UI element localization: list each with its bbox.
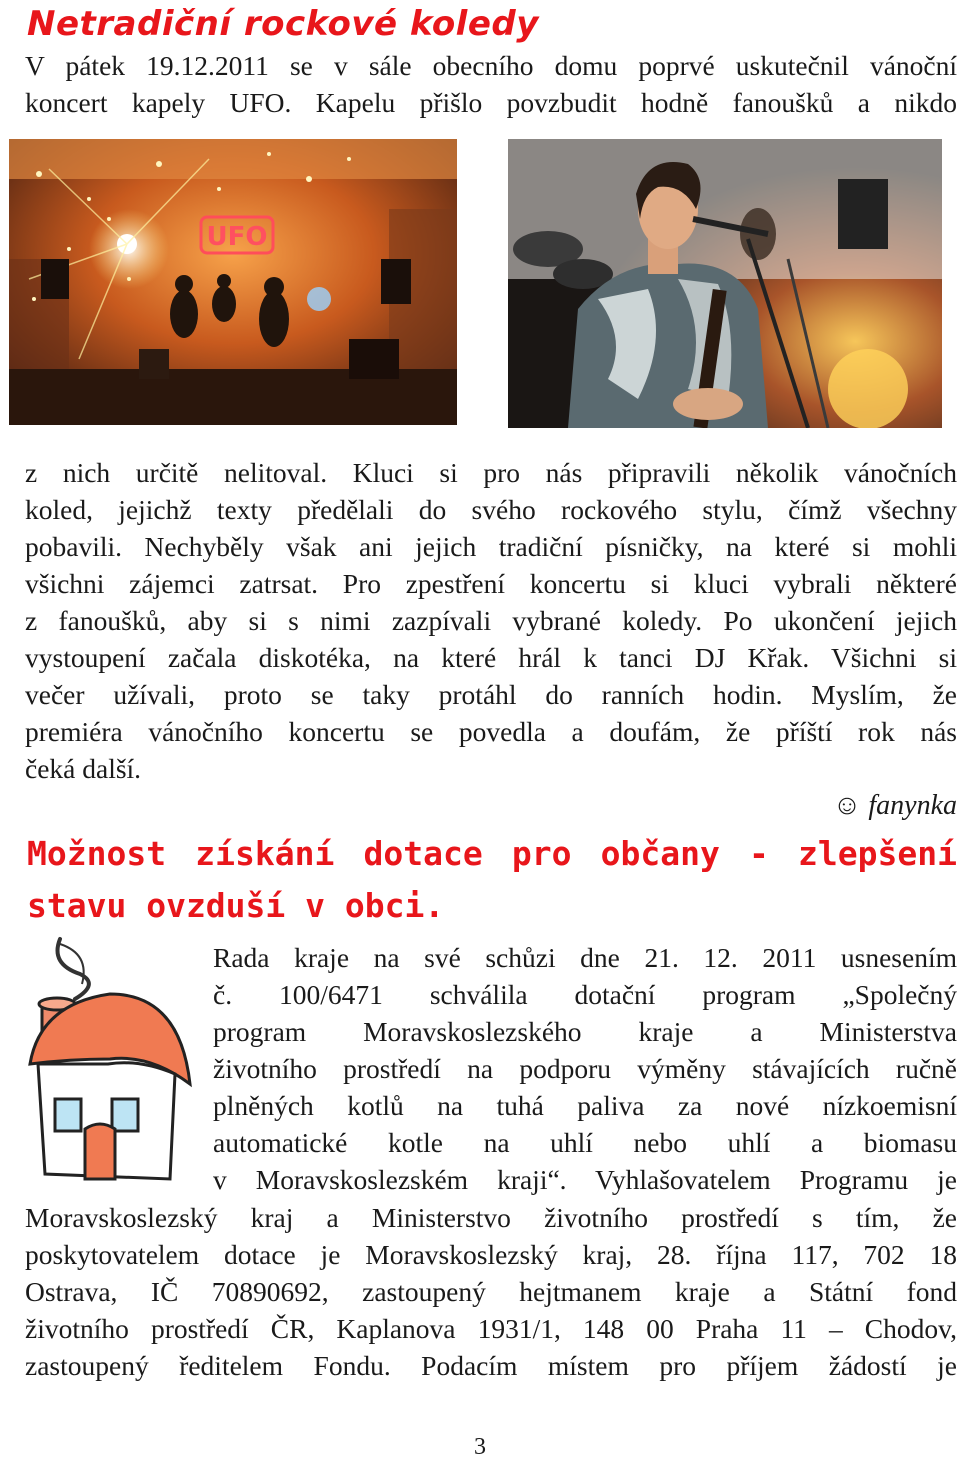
text-line: životního prostředí ČR, Kaplanova 1931/1, 148 00 Praha 11 – Chodov, <box>25 1313 957 1344</box>
text-line: zastoupený ředitelem Fondu. Podacím místem pro příjem žádostí je <box>25 1350 957 1381</box>
text-line: z nich určitě nelitoval. Kluci si pro nás připravili několik vánočních <box>25 457 957 488</box>
text-line: automatické kotle na uhlí nebo uhlí a biomasu <box>213 1127 957 1158</box>
concert-article-body <box>25 454 957 787</box>
ufo-sign-text: UFO <box>206 222 268 252</box>
text-line: pobavili. Nechyběly však ani jejich tradiční písničky, na které si mohli <box>25 531 957 562</box>
smiley-icon: ☺ <box>832 790 862 821</box>
dotace-body-paragraph <box>25 1199 957 1384</box>
dotace-side-paragraph <box>213 939 957 1198</box>
text-line: koncert kapely UFO. Kapelu přišlo povzbudit hodně fanoušků a nikdo <box>25 87 957 118</box>
text-line: V pátek 19.12.2011 se v sále obecního domu poprvé uskutečnil vánoční <box>25 50 957 81</box>
text-line: Ostrava, IČ 70890692, zastoupený hejtmanem kraje a Státní fond <box>25 1276 957 1307</box>
title-line: stavu ovzduší v obci. <box>27 886 445 925</box>
article-title-koledy: Netradiční rockové koledy <box>27 4 539 44</box>
text-line: večer užívali, proto se taky protáhl do ranních hodin. Myslím, že <box>25 679 957 710</box>
concert-stage-photo <box>9 139 457 425</box>
text-line: plněných kotlů na tuhá paliva za nové nízkoemisní <box>213 1090 957 1121</box>
text-line: koled, jejichž texty předělali do svého rockového stylu, čímž všechny <box>25 494 957 525</box>
intro-paragraph <box>25 47 957 121</box>
author-name: fanynka <box>868 790 957 821</box>
text-line: Rada kraje na své schůzi dne 21. 12. 2011 usnesením <box>213 942 957 973</box>
author-signature <box>833 786 957 826</box>
text-line: všichni zájemci zatrsat. Pro zpestření koncertu si kluci vybrali některé <box>25 568 957 599</box>
text-line: čeká další. <box>25 753 142 784</box>
text-line: z fanoušků, aby si s nimi zazpívali vybrané koledy. Po ukončení jejich <box>25 605 957 636</box>
text-line: v Moravskoslezském kraji“. Vyhlašovatelem Programu je <box>213 1164 957 1195</box>
text-line: životního prostředí na podporu výměny stávajících ručně <box>213 1053 957 1084</box>
text-line: Moravskoslezský kraj a Ministerstvo životního prostředí s tím, že <box>25 1202 957 1233</box>
title-line: Možnost získání dotace pro občany - zlepšení <box>27 834 957 873</box>
text-line: program Moravskoslezského kraje a Ministerstva <box>213 1016 957 1047</box>
text-line: poskytovatelem dotace je Moravskoslezský kraj, 28. října 117, 702 18 <box>25 1239 957 1270</box>
text-line: č. 100/6471 schválila dotační program „Společný <box>213 979 957 1010</box>
house-illustration <box>20 934 200 1189</box>
text-line: vystoupení začala diskotéka, na které hrál k tanci DJ Křak. Všichni si <box>25 642 957 673</box>
page-number: 3 <box>474 1434 486 1460</box>
text-line: premiéra vánočního koncertu se povedla a doufám, že příští rok nás <box>25 716 957 747</box>
singer-photo <box>508 139 942 428</box>
article-title-dotace <box>27 828 957 932</box>
